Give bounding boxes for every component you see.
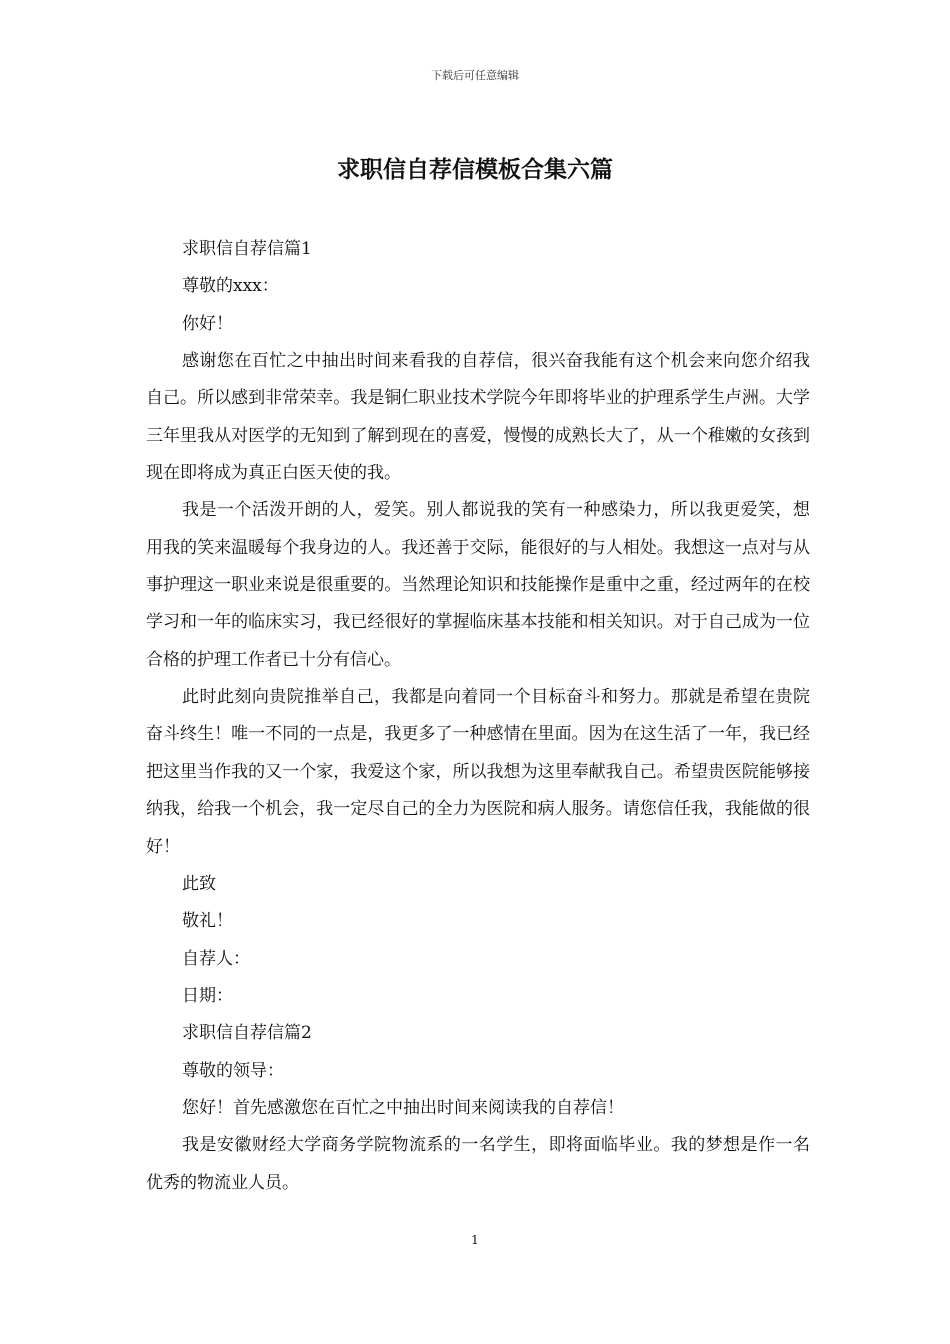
section-heading: 求职信自荐信篇1: [182, 239, 312, 259]
salutation: 尊敬的领导：: [182, 1060, 284, 1081]
paragraph: 感谢您在百忙之中抽出时间来看我的自荐信，很兴奋我能有这个机会来向您介绍我自己。所以感到非常荣幸。我是铜仁职业技术学院今年即将毕业的护理系学生卢洲。大学三年里我从对医学的无知到了解到现在的喜爱，慢慢的成熟长大了，从一个稚嫩的女孩到现在即将成为真正白医天使的我。: [146, 351, 810, 484]
signature-line: 自荐人：: [182, 948, 250, 969]
page-number: 1: [471, 1233, 479, 1247]
section-heading: 求职信自荐信篇2: [182, 1023, 312, 1044]
greeting: 您好！首先感激您在百忙之中抽出时间来阅读我的自荐信！: [182, 1097, 624, 1118]
paragraph: 我是安徽财经大学商务学院物流系的一名学生，即将面临毕业。我的梦想是作一名优秀的物流业人员。: [146, 1135, 810, 1193]
document-body: [146, 231, 810, 1202]
salutation: 尊敬的xxx：: [182, 276, 279, 297]
closing: 此致: [182, 873, 216, 894]
paragraph: 此时此刻向贵院推举自己，我都是向着同一个目标奋斗和努力。那就是希望在贵院奋斗终生！唯一不同的一点是，我更多了一种感情在里面。因为在这生活了一年，我已经把这里当作我的又一个家，我爱这个家，所以我想为这里奉献我自己。希望贵医院能够接纳我，给我一个机会，我一定尽自己的全力为医院和病人服务。请您信任我，我能做的很好！: [146, 687, 810, 857]
date-line: 日期：: [182, 985, 233, 1006]
page-title: 求职信自荐信模板合集六篇: [337, 156, 613, 183]
greeting: 你好！: [182, 313, 233, 334]
header-note: 下载后可任意编辑: [431, 69, 519, 82]
paragraph: 我是一个活泼开朗的人，爱笑。别人都说我的笑有一种感染力，所以我更爱笑，想用我的笑来温暖每个我身边的人。我还善于交际，能很好的与人相处。我想这一点对与从事护理这一职业来说是很重要的。当然理论知识和技能操作是重中之重，经过两年的在校学习和一年的临床实习，我已经很好的掌握临床基本技能和相关知识。对于自己成为一位合格的护理工作者已十分有信心。: [146, 500, 810, 670]
closing: 敬礼！: [182, 911, 233, 932]
